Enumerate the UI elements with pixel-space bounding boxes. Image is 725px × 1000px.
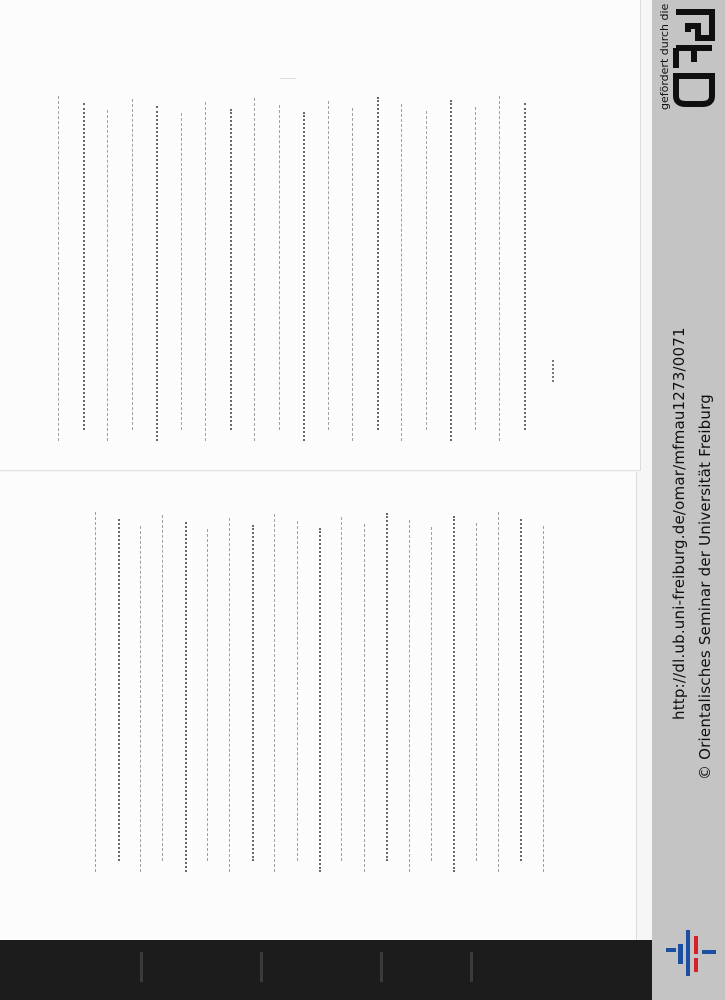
logo-bar — [694, 958, 698, 972]
script-line — [450, 100, 452, 441]
script-line — [162, 515, 163, 861]
script-line — [426, 111, 427, 430]
script-line — [520, 519, 522, 861]
page-number-mark — [280, 78, 296, 89]
logo-bar — [666, 948, 676, 952]
script-line — [364, 524, 365, 872]
logo-bar — [678, 944, 683, 964]
script-line — [107, 110, 108, 441]
catchword-mark — [552, 360, 568, 382]
script-line — [524, 103, 526, 430]
script-line — [205, 102, 206, 441]
script-line — [377, 97, 379, 430]
lower-folio-text-block — [84, 512, 554, 872]
dfg-logo-text: DFG — [694, 108, 697, 109]
script-line — [328, 101, 329, 430]
script-line — [297, 521, 298, 861]
script-line — [386, 513, 388, 861]
script-line — [118, 519, 120, 861]
script-line — [132, 99, 133, 430]
script-line — [401, 104, 402, 441]
scan-artifact — [380, 952, 383, 982]
source-url[interactable]: http://dl.ub.uni-freiburg.de/omar/mfmau1273/0071 — [670, 327, 688, 720]
funding-note — [658, 3, 671, 110]
script-line — [475, 107, 476, 430]
script-line — [498, 512, 499, 872]
funding-note-text: gefördert durch die — [658, 3, 671, 110]
script-line — [229, 518, 230, 872]
script-line — [409, 520, 410, 872]
lower-folio — [0, 472, 637, 940]
info-strip — [652, 0, 725, 1000]
script-line — [352, 108, 353, 441]
script-line — [83, 103, 85, 430]
script-line — [431, 527, 432, 861]
upper-folio — [0, 0, 641, 471]
script-line — [279, 105, 280, 430]
script-line — [185, 522, 187, 872]
script-line — [476, 523, 477, 861]
script-line — [274, 514, 275, 872]
script-line — [95, 512, 96, 872]
script-line — [252, 525, 254, 861]
scan-artifact — [260, 952, 263, 982]
script-line — [319, 528, 321, 872]
script-line — [181, 113, 182, 430]
logo-bar — [694, 936, 698, 954]
script-line — [207, 529, 208, 861]
script-line — [140, 526, 141, 872]
upper-folio-text-block — [46, 96, 536, 441]
script-line — [499, 96, 500, 441]
script-line — [156, 106, 158, 441]
script-line — [303, 112, 305, 441]
scanner-edge-band — [0, 940, 652, 1000]
logo-bar — [702, 950, 716, 954]
dfg-logo — [672, 4, 716, 108]
script-line — [254, 98, 255, 441]
script-line — [58, 96, 59, 441]
university-logo — [664, 928, 718, 978]
script-line — [341, 517, 342, 861]
script-line — [453, 516, 455, 872]
script-line — [230, 109, 232, 430]
copyright-notice: © Orientalisches Seminar der Universität Freiburg — [696, 394, 714, 780]
scan-artifact — [140, 952, 143, 982]
logo-bar — [686, 930, 690, 976]
scan-artifact — [470, 952, 473, 982]
script-line — [543, 526, 544, 872]
